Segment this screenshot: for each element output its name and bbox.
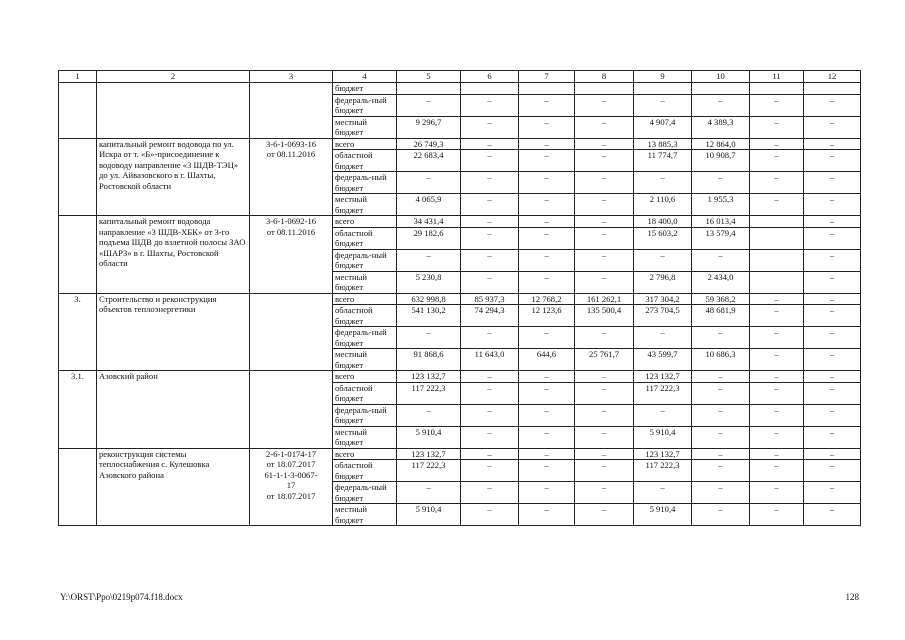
value-cell: – xyxy=(750,504,804,526)
value-cell: – xyxy=(461,371,519,383)
value-cell: – xyxy=(519,172,575,194)
value-cell: 117 222,3 xyxy=(634,460,692,482)
value-cell: 11 774,7 xyxy=(634,150,692,172)
value-cell: – xyxy=(575,172,634,194)
value-cell: 12 768,2 xyxy=(519,293,575,305)
document-number xyxy=(250,448,333,526)
funding-source: областной бюджет xyxy=(333,227,397,249)
value-cell: – xyxy=(750,382,804,404)
value-cell xyxy=(750,271,804,293)
value-cell: – xyxy=(804,426,861,448)
column-header: 10 xyxy=(692,71,750,83)
value-cell: 123 132,7 xyxy=(397,371,461,383)
value-cell: 74 294,3 xyxy=(461,305,519,327)
value-cell: – xyxy=(804,293,861,305)
value-cell: – xyxy=(804,460,861,482)
value-cell: 13 885,3 xyxy=(634,138,692,150)
value-cell xyxy=(804,83,861,95)
value-cell: – xyxy=(461,116,519,138)
document-number xyxy=(250,83,333,139)
value-cell: – xyxy=(575,426,634,448)
value-cell: – xyxy=(804,305,861,327)
value-cell: – xyxy=(692,448,750,460)
value-cell: – xyxy=(692,382,750,404)
funding-source: всего xyxy=(333,138,397,150)
value-cell: – xyxy=(804,271,861,293)
value-cell: – xyxy=(750,426,804,448)
value-cell: – xyxy=(397,94,461,116)
header-row xyxy=(59,71,861,83)
value-cell: – xyxy=(519,460,575,482)
funding-source: областной бюджет xyxy=(333,382,397,404)
value-cell: – xyxy=(575,482,634,504)
object-name: Азовский район xyxy=(97,371,250,449)
row-number xyxy=(59,216,97,294)
object-name: капитальный ремонт водовода по ул. Искра от т. «Б»-присоединение к водоводу направление «3 ШДВ-ТЭЦ» до ул. Айвазовского в г. Шахты, Ростовской области xyxy=(97,138,250,216)
value-cell: – xyxy=(692,249,750,271)
document-line: от 08.11.2016 xyxy=(266,226,316,237)
document-line: 2-6-1-0174-17 xyxy=(265,448,317,459)
value-cell: – xyxy=(750,194,804,216)
value-cell: 117 222,3 xyxy=(397,382,461,404)
column-header: 5 xyxy=(397,71,461,83)
value-cell: – xyxy=(634,94,692,116)
value-cell xyxy=(461,83,519,95)
table-row xyxy=(59,293,861,305)
value-cell: – xyxy=(575,249,634,271)
value-cell: 34 431,4 xyxy=(397,216,461,228)
object-name xyxy=(97,83,250,139)
value-cell xyxy=(750,216,804,228)
value-cell: – xyxy=(804,448,861,460)
budget-table xyxy=(58,70,861,526)
value-cell: 12 123,6 xyxy=(519,305,575,327)
value-cell: 161 262,1 xyxy=(575,293,634,305)
value-cell: – xyxy=(575,194,634,216)
value-cell: 123 132,7 xyxy=(634,371,692,383)
value-cell: – xyxy=(519,249,575,271)
funding-source: областной бюджет xyxy=(333,460,397,482)
value-cell: – xyxy=(804,138,861,150)
value-cell: 5 910,4 xyxy=(397,504,461,526)
value-cell: – xyxy=(519,150,575,172)
value-cell xyxy=(692,83,750,95)
object-name: реконструкция системы теплоснабжения с. Кулешовка Азовского района xyxy=(97,448,250,526)
funding-source: всего xyxy=(333,371,397,383)
value-cell: – xyxy=(804,404,861,426)
value-cell: – xyxy=(692,94,750,116)
value-cell: – xyxy=(519,504,575,526)
value-cell: – xyxy=(804,94,861,116)
value-cell: – xyxy=(804,172,861,194)
value-cell: – xyxy=(634,482,692,504)
value-cell: 10 686,3 xyxy=(692,349,750,371)
value-cell: – xyxy=(804,194,861,216)
value-cell: – xyxy=(634,249,692,271)
value-cell: – xyxy=(519,271,575,293)
column-header: 3 xyxy=(250,71,333,83)
table-row xyxy=(59,138,861,150)
value-cell: 59 368,2 xyxy=(692,293,750,305)
value-cell: 5 910,4 xyxy=(634,504,692,526)
value-cell: – xyxy=(750,327,804,349)
value-cell: – xyxy=(461,482,519,504)
value-cell: – xyxy=(519,216,575,228)
value-cell: – xyxy=(519,94,575,116)
table-row xyxy=(59,216,861,228)
value-cell: – xyxy=(804,150,861,172)
document-number xyxy=(250,371,333,449)
table-row xyxy=(59,371,861,383)
funding-source: федераль-ный бюджет xyxy=(333,172,397,194)
value-cell: – xyxy=(461,460,519,482)
value-cell: 9 296,7 xyxy=(397,116,461,138)
value-cell: – xyxy=(461,327,519,349)
document-path: Y:\ORST\Ppo\0219p074.f18.docx xyxy=(60,592,183,602)
value-cell: – xyxy=(692,172,750,194)
value-cell: 4 065,9 xyxy=(397,194,461,216)
value-cell: – xyxy=(804,504,861,526)
value-cell: – xyxy=(692,426,750,448)
value-cell: – xyxy=(575,116,634,138)
value-cell: – xyxy=(397,172,461,194)
value-cell xyxy=(397,83,461,95)
value-cell: 1 955,3 xyxy=(692,194,750,216)
value-cell: – xyxy=(397,404,461,426)
value-cell: – xyxy=(461,504,519,526)
page-number: 128 xyxy=(845,592,859,602)
value-cell: 15 603,2 xyxy=(634,227,692,249)
funding-source: местный бюджет xyxy=(333,194,397,216)
value-cell: 91 868,6 xyxy=(397,349,461,371)
value-cell: 273 704,5 xyxy=(634,305,692,327)
value-cell: – xyxy=(634,404,692,426)
document-number xyxy=(250,293,333,371)
value-cell xyxy=(750,249,804,271)
value-cell: – xyxy=(575,504,634,526)
value-cell xyxy=(750,227,804,249)
value-cell: – xyxy=(804,249,861,271)
value-cell: – xyxy=(692,482,750,504)
value-cell: 25 761,7 xyxy=(575,349,634,371)
value-cell: – xyxy=(750,460,804,482)
document-line: от 18.07.2017 xyxy=(266,490,316,501)
value-cell: 123 132,7 xyxy=(634,448,692,460)
value-cell: – xyxy=(692,327,750,349)
column-header: 9 xyxy=(634,71,692,83)
value-cell: 5 910,4 xyxy=(397,426,461,448)
value-cell: 2 434,0 xyxy=(692,271,750,293)
value-cell: – xyxy=(397,482,461,504)
value-cell: 541 130,2 xyxy=(397,305,461,327)
value-cell: – xyxy=(804,327,861,349)
value-cell: 29 182,6 xyxy=(397,227,461,249)
row-number: 3.1. xyxy=(59,371,97,449)
document-line: 61-1-1-3-0067- xyxy=(264,469,318,480)
document-line: от 18.07.2017 xyxy=(266,459,316,469)
value-cell: 12 864,0 xyxy=(692,138,750,150)
value-cell: – xyxy=(461,249,519,271)
column-header: 6 xyxy=(461,71,519,83)
value-cell: – xyxy=(575,327,634,349)
column-header: 4 xyxy=(333,71,397,83)
value-cell: 4 907,4 xyxy=(634,116,692,138)
value-cell: 16 013,4 xyxy=(692,216,750,228)
value-cell: 4 389,3 xyxy=(692,116,750,138)
value-cell: – xyxy=(750,94,804,116)
value-cell: – xyxy=(461,382,519,404)
funding-source: федераль-ный бюджет xyxy=(333,94,397,116)
value-cell: – xyxy=(575,138,634,150)
value-cell xyxy=(575,83,634,95)
funding-source: местный бюджет xyxy=(333,349,397,371)
value-cell: – xyxy=(575,448,634,460)
value-cell: – xyxy=(804,216,861,228)
value-cell: – xyxy=(750,371,804,383)
value-cell: – xyxy=(397,249,461,271)
value-cell: – xyxy=(575,150,634,172)
value-cell: – xyxy=(750,150,804,172)
value-cell: – xyxy=(750,404,804,426)
value-cell: – xyxy=(461,94,519,116)
value-cell xyxy=(750,83,804,95)
value-cell: – xyxy=(519,426,575,448)
table-row xyxy=(59,83,861,95)
value-cell: – xyxy=(461,404,519,426)
funding-source: областной бюджет xyxy=(333,150,397,172)
document-line: 17 xyxy=(286,480,296,490)
value-cell: – xyxy=(804,371,861,383)
document-number xyxy=(250,138,333,216)
value-cell: – xyxy=(461,426,519,448)
value-cell: – xyxy=(575,227,634,249)
value-cell: – xyxy=(461,138,519,150)
value-cell: – xyxy=(461,172,519,194)
value-cell: – xyxy=(804,382,861,404)
column-header: 2 xyxy=(97,71,250,83)
funding-source: всего xyxy=(333,293,397,305)
value-cell: – xyxy=(461,194,519,216)
row-number xyxy=(59,83,97,139)
value-cell: 11 643,0 xyxy=(461,349,519,371)
column-header: 7 xyxy=(519,71,575,83)
funding-source: федераль-ный бюджет xyxy=(333,404,397,426)
value-cell: – xyxy=(575,460,634,482)
value-cell: 123 132,7 xyxy=(397,448,461,460)
funding-source: федераль-ный бюджет xyxy=(333,482,397,504)
value-cell: 26 749,3 xyxy=(397,138,461,150)
document-number xyxy=(250,216,333,294)
value-cell: – xyxy=(750,293,804,305)
value-cell: – xyxy=(804,349,861,371)
value-cell: – xyxy=(461,271,519,293)
value-cell: – xyxy=(692,371,750,383)
value-cell: – xyxy=(750,349,804,371)
value-cell: – xyxy=(575,271,634,293)
value-cell: 317 304,2 xyxy=(634,293,692,305)
value-cell: – xyxy=(461,150,519,172)
value-cell: – xyxy=(461,216,519,228)
value-cell: – xyxy=(397,327,461,349)
funding-source: местный бюджет xyxy=(333,116,397,138)
value-cell: 85 937,3 xyxy=(461,293,519,305)
value-cell: – xyxy=(692,460,750,482)
value-cell: 117 222,3 xyxy=(634,382,692,404)
document-line: 3-6-1-0693-16 xyxy=(265,138,317,149)
value-cell: – xyxy=(575,94,634,116)
value-cell: – xyxy=(519,371,575,383)
value-cell: – xyxy=(634,172,692,194)
value-cell: 644,6 xyxy=(519,349,575,371)
value-cell: 2 796,8 xyxy=(634,271,692,293)
column-header: 1 xyxy=(59,71,97,83)
value-cell: – xyxy=(692,504,750,526)
value-cell: – xyxy=(519,194,575,216)
value-cell: 18 400,0 xyxy=(634,216,692,228)
funding-source: местный бюджет xyxy=(333,504,397,526)
funding-source: всего xyxy=(333,216,397,228)
value-cell: 5 910,4 xyxy=(634,426,692,448)
value-cell: 135 500,4 xyxy=(575,305,634,327)
value-cell: – xyxy=(804,482,861,504)
value-cell: – xyxy=(575,404,634,426)
value-cell: – xyxy=(750,448,804,460)
row-number xyxy=(59,448,97,526)
funding-source: бюджет xyxy=(333,83,397,95)
object-name: капитальный ремонт водовода направление «3 ШДВ-ХБК» от 3-го подъема ШДВ до взлетной полосы ЗАО «ШАРЗ» в г. Шахты, Ростовской области xyxy=(97,216,250,294)
value-cell: – xyxy=(461,227,519,249)
value-cell: – xyxy=(750,116,804,138)
value-cell: – xyxy=(461,448,519,460)
value-cell: – xyxy=(804,116,861,138)
value-cell: 117 222,3 xyxy=(397,460,461,482)
funding-source: всего xyxy=(333,448,397,460)
funding-source: областной бюджет xyxy=(333,305,397,327)
value-cell: 13 579,4 xyxy=(692,227,750,249)
value-cell: – xyxy=(575,382,634,404)
value-cell: – xyxy=(519,327,575,349)
value-cell: – xyxy=(519,404,575,426)
value-cell: – xyxy=(750,138,804,150)
column-header: 8 xyxy=(575,71,634,83)
value-cell: 2 110,6 xyxy=(634,194,692,216)
value-cell: – xyxy=(575,216,634,228)
value-cell: – xyxy=(750,482,804,504)
value-cell: – xyxy=(519,227,575,249)
value-cell: – xyxy=(519,482,575,504)
value-cell: – xyxy=(634,327,692,349)
document-line: от 08.11.2016 xyxy=(266,149,316,159)
value-cell: – xyxy=(692,404,750,426)
funding-source: федераль-ный бюджет xyxy=(333,249,397,271)
column-header: 12 xyxy=(804,71,861,83)
value-cell: – xyxy=(750,172,804,194)
value-cell: – xyxy=(519,138,575,150)
value-cell: – xyxy=(519,448,575,460)
row-number xyxy=(59,138,97,216)
value-cell: 5 230,8 xyxy=(397,271,461,293)
value-cell: 10 908,7 xyxy=(692,150,750,172)
table-row xyxy=(59,448,861,460)
funding-source: местный бюджет xyxy=(333,271,397,293)
value-cell: 22 683,4 xyxy=(397,150,461,172)
document-line: 3-6-1-0692-16 xyxy=(265,216,317,226)
value-cell xyxy=(519,83,575,95)
funding-source: федераль-ный бюджет xyxy=(333,327,397,349)
column-header: 11 xyxy=(750,71,804,83)
value-cell: – xyxy=(750,305,804,327)
value-cell: – xyxy=(575,371,634,383)
value-cell: – xyxy=(804,227,861,249)
value-cell: 632 998,8 xyxy=(397,293,461,305)
value-cell: 48 681,9 xyxy=(692,305,750,327)
value-cell xyxy=(634,83,692,95)
object-name: Строительство и реконструкция объектов теплоэнергетики xyxy=(97,293,250,371)
value-cell: – xyxy=(519,116,575,138)
value-cell: – xyxy=(519,382,575,404)
value-cell: 43 599,7 xyxy=(634,349,692,371)
funding-source: местный бюджет xyxy=(333,426,397,448)
row-number: 3. xyxy=(59,293,97,371)
